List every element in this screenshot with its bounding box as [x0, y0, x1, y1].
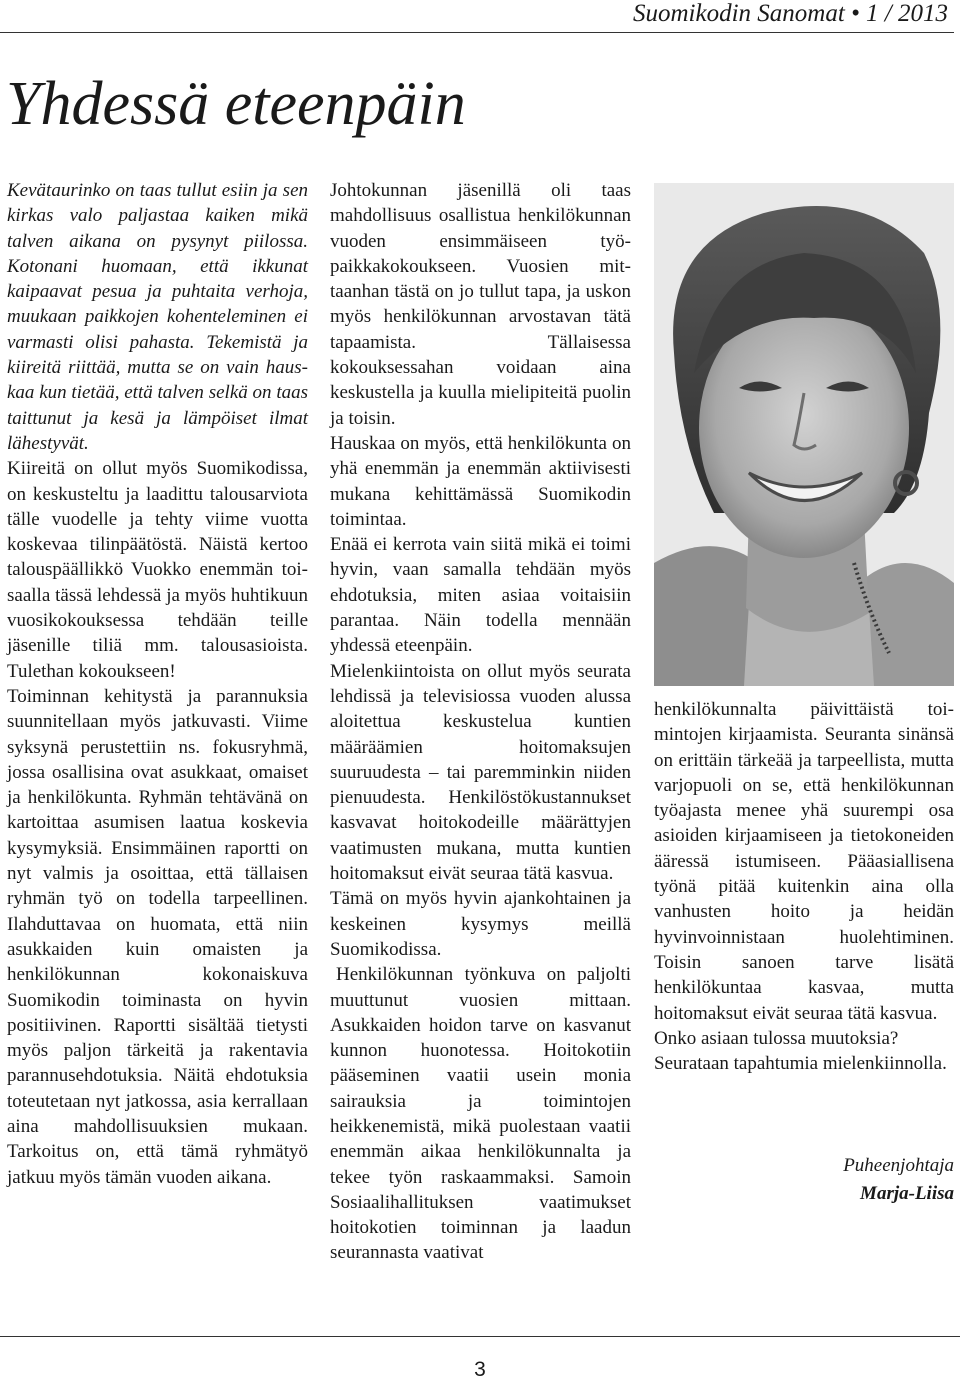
article-paragraph: Hauskaa on myös, että henkilökunta on yhä enemmän ja enemmän aktiivisesti mukana kehittämässä Suomikodin toimintaa.	[330, 432, 631, 530]
masthead	[0, 0, 954, 33]
article-column-2	[330, 178, 631, 1266]
portrait-photo	[654, 183, 954, 686]
signature-role: Puheenjohtaja	[843, 1155, 954, 1176]
article-column-1	[7, 178, 308, 1190]
article-paragraph: henkilökunnalta päivittäistä toimintojen kirjaamista. Seuranta sinänsä on erittäin tärkeää ja tarpeellista, mutta varjopuoli on se, että henkilökunnan työajasta menee yhä suurempi osa asioiden kirjaamiseen ja tietokoneiden ääressä istumiseen. Pääasiallisena työnä pitää kuitenkin aina olla vanhusten hoito ja heidän hyvinvoinnistaan huolehtiminen. Toisin sanoen tarve lisätä henkilökuntaa kasvaa, mutta hoitomaksut eivät seuraa tätä kasvua.	[654, 699, 954, 1024]
page-number: 3	[474, 1358, 486, 1381]
article-paragraph: Henkilökunnan työnkuva on paljolti muuttunut vuosien mittaan. Asukkaiden hoidon tarve on kasvanut kunnon huonotessa. Hoitokotiin pääseminen vaatii usein monia sairauksia ja toimintojen heikkenemistä, mikä puolestaan vaatii enemmän aikaa henkilökunnalta ja tekee työn raskaammaksi. Samoin Sosiaalihallituksen vaatimukset hoitokotien toiminnan ja laadun seurannasta vaativat	[330, 964, 631, 1264]
article-paragraph: Toiminnan kehitystä ja parannuksia suunnitellaan myös jatkuvasti. Viime syksynä perustettiin ns. fokusryhmä, jossa osallisina ovat asukkaat, omaiset ja henkilökunta. Ryhmän tehtävänä on kartoittaa asumisen laatua koskevia kysymyksiä. Ensimmäinen raportti on nyt valmis ja osoittaa, että tällaisen ryhmän työ on todella tarpeellinen. Ilahduttavaa on huomata, että niin asukkaiden kuin omaisten ja henkilökunnan kokonaiskuva Suomikodin toiminasta on hyvin positiivinen. Raportti sisältää tietysti myös paljon tärkeitä ja rakentavia parannusehdotuksia. Näitä ehdotuksia toteutetaan nyt jatkossa, asia kerrallaan aina mahdollisuuksien mukaan. Tarkoitus on, että tämä ryhmätyö jatkuu myös tämän vuoden aikana.	[7, 685, 308, 1188]
article-paragraph: Kiireitä on ollut myös Suomikodissa, on keskusteltu ja laadittu talousarviota tälle vuodelle ja tehty viime vuotta koskevaa tilinpäätöstä. Näistä kertoo talouspäällikkö Vuokko enemmän toisaalla tässä lehdessä ja myös huhtikuun vuosikokouksessa tehdään teille jäsenille tiliä mm. talousasioista. Tulethan kokoukseen!	[7, 458, 308, 682]
masthead-title: Suomikodin Sanomat • 1 / 2013	[633, 0, 948, 27]
article-paragraph: Tämä on myös hyvin ajankohtainen ja keskeinen kysymys meillä Suomikodissa.	[330, 888, 631, 960]
article-paragraph: Mielenkiintoista on ollut myös seurata lehdissä ja televisiossa vuoden alussa aloitettua keskustelua kuntien määräämien hoitomaksujen suuruudesta – tai paremminkin niiden pienuudesta. Henkilöstökustannukset kasvavat hoitokodeille määrättyjen vaatimusten mukana, mutta kuntien hoitomaksut eivät seuraa tätä kasvua.	[330, 660, 631, 885]
signature	[654, 1152, 954, 1208]
article-paragraph: Johtokunnan jäsenillä oli taas mahdollisuus osallistua henkilökunnan vuoden ensimmäiseen työpaikkakokoukseen. Vuosien mittaanhan tästä on jo tullut tapa, ja uskon myös henkilökunnan arvostavan tätä tapaamista. Tällaisessa kokouksessahan voidaan aina keskustella ja kuulla mielipiteitä puolin ja toisin.	[330, 180, 631, 429]
signature-name: Marja-Liisa	[860, 1183, 954, 1204]
article-paragraph: Onko asiaan tulossa muutoksia? Seurataan tapahtumia mielenkiinnolla.	[654, 1027, 947, 1075]
article-title: Yhdessä eteenpäin	[6, 70, 466, 138]
footer-rule	[0, 1336, 960, 1337]
portrait-photo-image	[654, 183, 954, 686]
article-lead: Kevätaurinko on taas tullut esiin ja sen kirkas valo paljastaa kaiken mikä talven aikana on pysynyt piilossa. Kotonani huomaan, että ikkunat kaipaavat pesua ja puhtaita verhoja, muukaan paikkojen kohenteleminen ei varmasti olisi pahasta. Tekemistä ja kiireitä riittää, mutta se on vain hauskaa kun tietää, että talven selkä on taas taittunut ja kesä ja lämpöiset ilmat lähestyvät.	[7, 180, 308, 454]
article-column-3	[654, 697, 954, 1076]
article-paragraph: Enää ei kerrota vain siitä mikä ei toimi hyvin, vaan samalla tehdään myös ehdotuksia, miten asiaa voitaisiin parantaa. Näin todella mennään yhdessä eteenpäin.	[330, 534, 631, 657]
